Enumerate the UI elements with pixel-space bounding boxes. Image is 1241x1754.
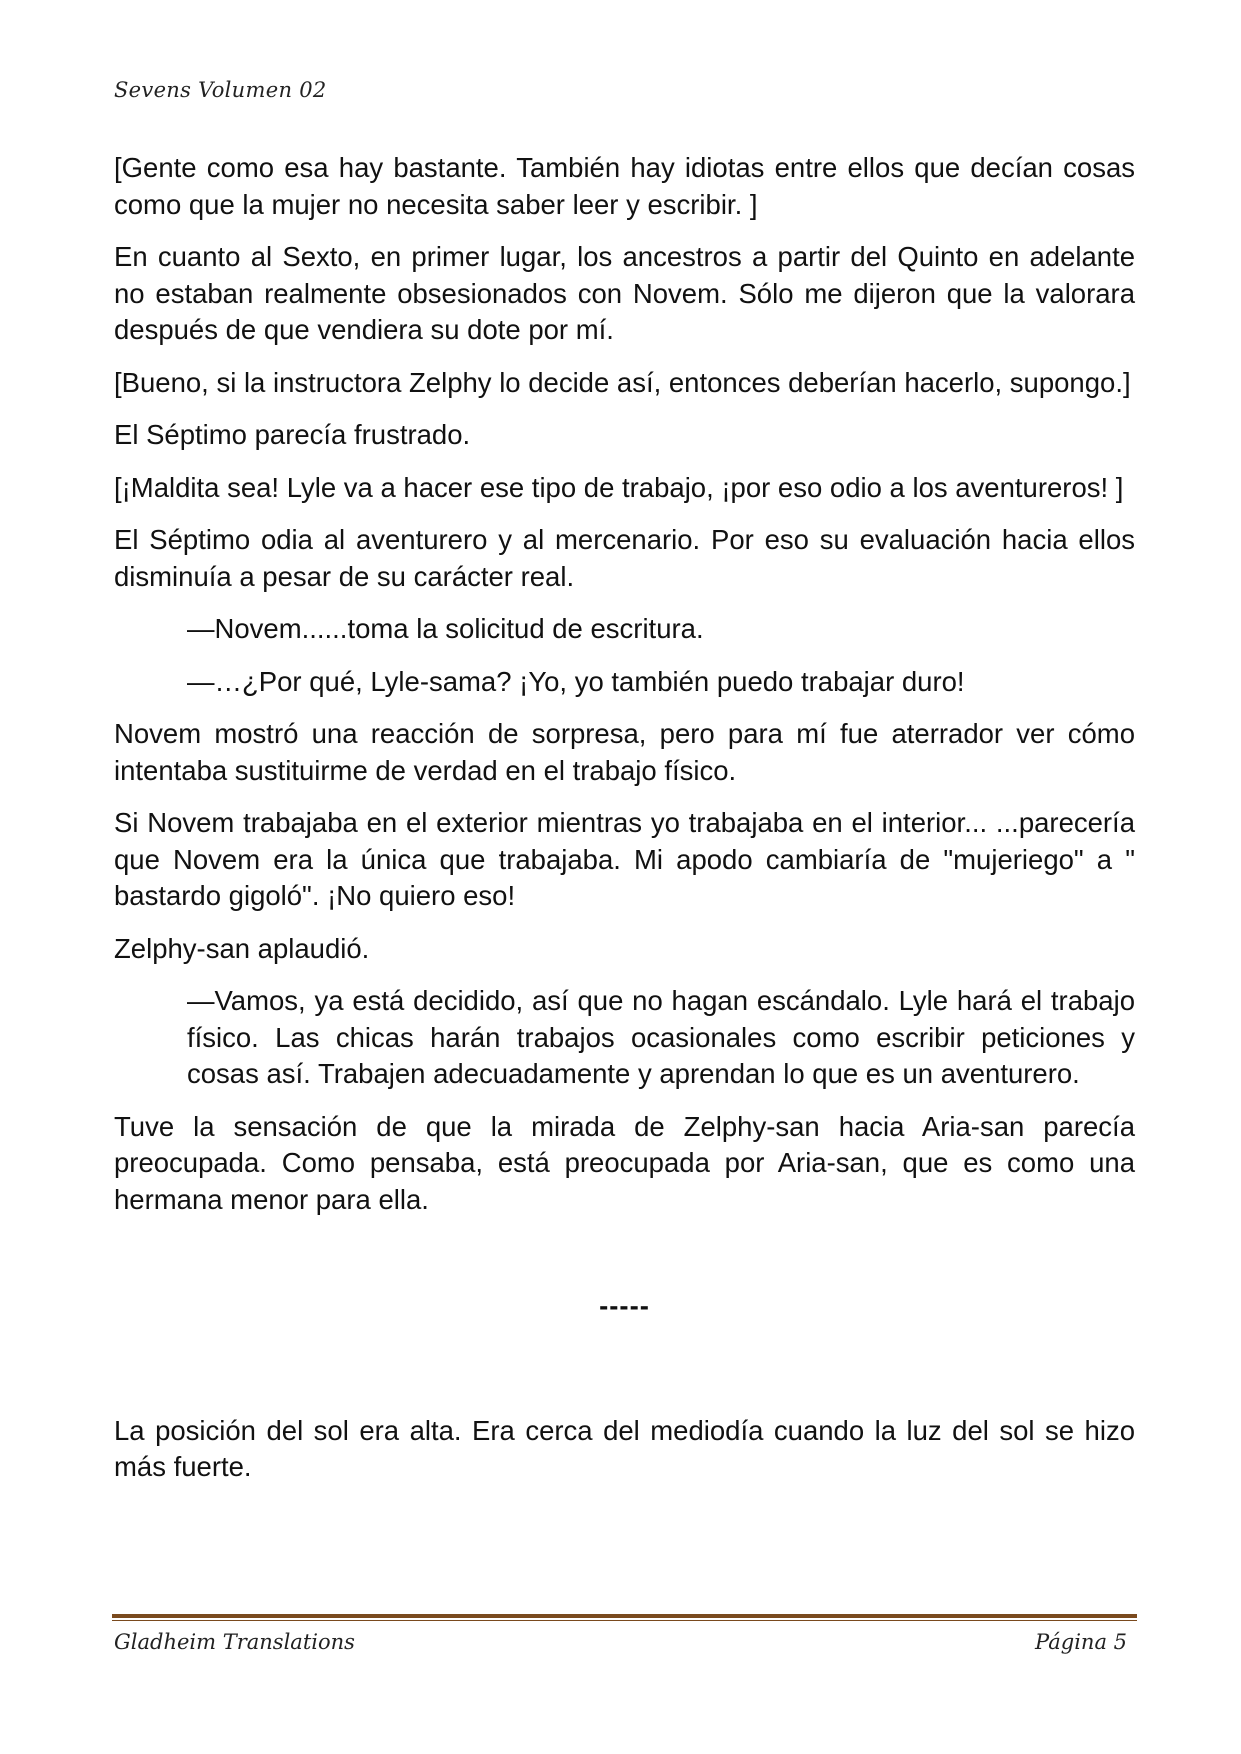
paragraph: La posición del sol era alta. Era cerca del mediodía cuando la luz del sol se hizo más fuerte. xyxy=(114,1414,1135,1482)
page-body xyxy=(114,150,1135,1502)
paragraph: El Séptimo parecía frustrado. xyxy=(114,419,471,450)
paragraph: Tuve la sensación de que la mirada de Zelphy-san hacia Aria-san parecía preocupada. Como pensaba, está preocupada por Aria-san, que es como una hermana menor para ella. xyxy=(114,1110,1135,1215)
paragraph: [Bueno, si la instructora Zelphy lo decide así, entonces deberían hacerlo, supongo.] xyxy=(114,366,1131,398)
footer-rule-thin xyxy=(112,1620,1137,1621)
footer-rule xyxy=(112,1614,1137,1621)
running-header: Sevens Volumen 02 xyxy=(114,78,327,102)
paragraph: Novem mostró una reacción de sorpresa, pero para mí fue aterrador ver cómo intentaba sustituirme de verdad en el trabajo físico. xyxy=(114,718,1135,786)
page-number: Página 5 xyxy=(1035,1630,1127,1654)
footer-publisher: Gladheim Translations xyxy=(114,1630,355,1654)
paragraph: [¡Maldita sea! Lyle va a hacer ese tipo de trabajo, ¡por eso odio a los aventureros! ] xyxy=(114,471,1124,503)
footer-rule-thick xyxy=(112,1614,1137,1618)
paragraph: Zelphy-san aplaudió. xyxy=(114,932,370,964)
dialogue-line: —Novem......toma la solicitud de escritura. xyxy=(187,613,704,644)
paragraph: Si Novem trabajaba en el exterior mientras yo trabajaba en el interior... ...parecería que Novem era la única que trabajaba. Mi apodo cambiaría de "mujeriego" a " bastardo gigoló". ¡No quiero eso! xyxy=(114,807,1135,911)
dialogue-line: —Vamos, ya está decidido, así que no hagan escándalo. Lyle hará el trabajo físico. Las chicas harán trabajos ocasionales como escribir peticiones y cosas así. Trabajen adecuadamente y aprendan lo que es un aventurero. xyxy=(187,985,1135,1089)
scene-separator: ----- xyxy=(599,1290,650,1321)
paragraph: El Séptimo odia al aventurero y al mercenario. Por eso su evaluación hacia ellos disminuía a pesar de su carácter real. xyxy=(114,524,1135,592)
paragraph: En cuanto al Sexto, en primer lugar, los ancestros a partir del Quinto en adelante no estaban realmente obsesionados con Novem. Sólo me dijeron que la valorara después de que vendiera su dote por mí. xyxy=(114,241,1135,345)
paragraph: [Gente como esa hay bastante. También hay idiotas entre ellos que decían cosas como que la mujer no necesita saber leer y escribir. ] xyxy=(114,152,1135,220)
dialogue-line: —…¿Por qué, Lyle-sama? ¡Yo, yo también puedo trabajar duro! xyxy=(187,665,965,697)
